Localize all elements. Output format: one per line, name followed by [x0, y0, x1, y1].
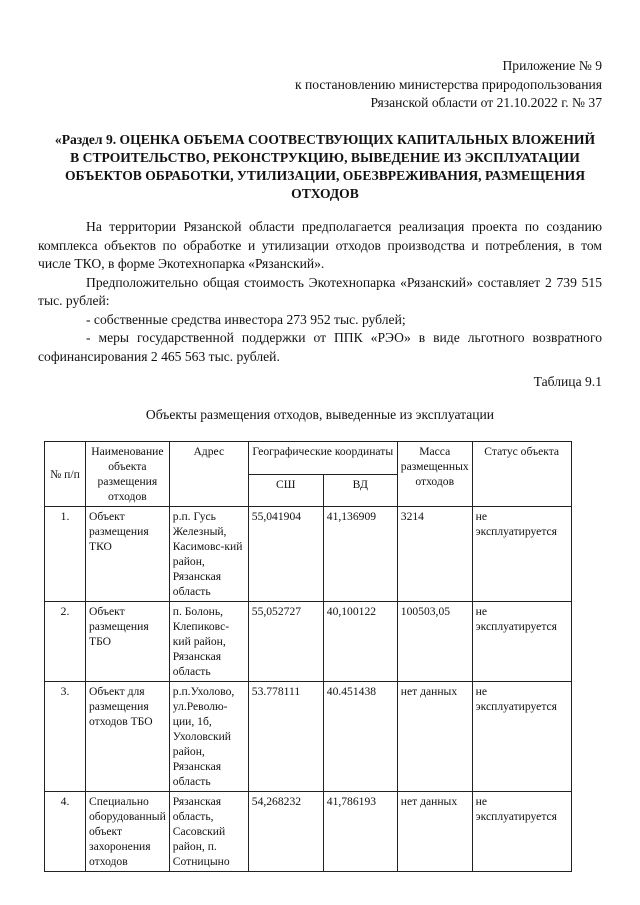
- section-title: «Раздел 9. ОЦЕНКА ОБЪЕМА СООТВЕСТВУЮЩИХ КАПИТАЛЬНЫХ ВЛОЖЕНИЙ В СТРОИТЕЛЬСТВО, РЕКОНСТРУКЦИЮ, ВЫВЕДЕНИЕ ИЗ ЭКСПЛУАТАЦИИ ОБЪЕКТОВ ОБРАБОТКИ, УТИЛИЗАЦИИ, ОБЕЗВРЕЖИВАНИЯ, РАЗМЕЩЕНИЯ ОТХОДОВ: [54, 132, 596, 201]
- cell-name: Специально оборудованный объект захоронения отходов: [86, 792, 170, 872]
- cell-mass: нет данных: [397, 682, 472, 792]
- cell-num: 3.: [45, 682, 86, 792]
- header-name: Наименование объекта размещения отходов: [86, 442, 170, 507]
- body-text: [38, 218, 602, 366]
- header-mass: Масса размещенных отходов: [397, 442, 472, 507]
- header-coords: Географические координаты: [248, 442, 397, 475]
- table-row: [45, 792, 572, 872]
- cell-status: не эксплуатируется: [472, 602, 571, 682]
- table-row: [45, 682, 572, 792]
- cell-name: Объект размещения ТБО: [86, 602, 170, 682]
- cell-address: р.п.Ухолово, ул.Револю-ции, 1б, Ухоловский район, Рязанская область: [169, 682, 248, 792]
- paragraph: - меры государственной поддержки от ППК «РЭО» в виде льготного возвратного софинансирования 2 465 563 тыс. рублей.: [38, 330, 602, 364]
- cell-mass: нет данных: [397, 792, 472, 872]
- header-status: Статус объекта: [472, 442, 571, 507]
- cell-lon: 41,786193: [323, 792, 397, 872]
- cell-num: 4.: [45, 792, 86, 872]
- cell-status: не эксплуатируется: [472, 792, 571, 872]
- cell-mass: 100503,05: [397, 602, 472, 682]
- cell-address: р.п. Гусь Железный, Касимовс-кий район, Рязанская область: [169, 507, 248, 602]
- paragraph: - собственные средства инвестора 273 952 тыс. рублей;: [86, 311, 406, 327]
- cell-num: 1.: [45, 507, 86, 602]
- paragraph: На территории Рязанской области предполагается реализация проекта по созданию комплекса объектов по обработке и утилизации отходов производства и потребления, в том числе ТКО, в форме Экотехнопарка «Рязанский».: [38, 219, 602, 271]
- cell-lon: 40.451438: [323, 682, 397, 792]
- cell-name: Объект для размещения отходов ТБО: [86, 682, 170, 792]
- cell-num: 2.: [45, 602, 86, 682]
- annex-header: [295, 57, 602, 113]
- cell-address: Рязанская область, Сасовский район, п. Сотницыно: [169, 792, 248, 872]
- annex-date: Рязанской области от 21.10.2022 г. № 37: [370, 95, 602, 110]
- annex-number: Приложение № 9: [502, 58, 602, 73]
- waste-sites-table: [44, 441, 572, 872]
- cell-mass: 3214: [397, 507, 472, 602]
- cell-status: не эксплуатируется: [472, 507, 571, 602]
- header-num: № п/п: [45, 442, 86, 507]
- cell-status: не эксплуатируется: [472, 682, 571, 792]
- annex-decree: к постановлению министерства природопользования: [295, 76, 602, 92]
- cell-address: п. Болонь, Клепиковс-кий район, Рязанская область: [169, 602, 248, 682]
- table-row: [45, 602, 572, 682]
- table-header-row: [45, 442, 572, 475]
- cell-lon: 40,100122: [323, 602, 397, 682]
- cell-lat: 55,041904: [248, 507, 323, 602]
- header-lon: ВД: [323, 474, 397, 507]
- table-row: [45, 507, 572, 602]
- table-label: Таблица 9.1: [533, 374, 602, 389]
- cell-lon: 41,136909: [323, 507, 397, 602]
- header-address: Адрес: [169, 442, 248, 507]
- table-caption: Объекты размещения отходов, выведенные из эксплуатации: [145, 407, 495, 422]
- cell-lat: 54,268232: [248, 792, 323, 872]
- cell-lat: 55,052727: [248, 602, 323, 682]
- cell-name: Объект размещения ТКО: [86, 507, 170, 602]
- paragraph: Предположительно общая стоимость Экотехнопарка «Рязанский» составляет 2 739 515 тыс. рублей:: [38, 274, 602, 308]
- cell-lat: 53.778111: [248, 682, 323, 792]
- header-lat: СШ: [248, 474, 323, 507]
